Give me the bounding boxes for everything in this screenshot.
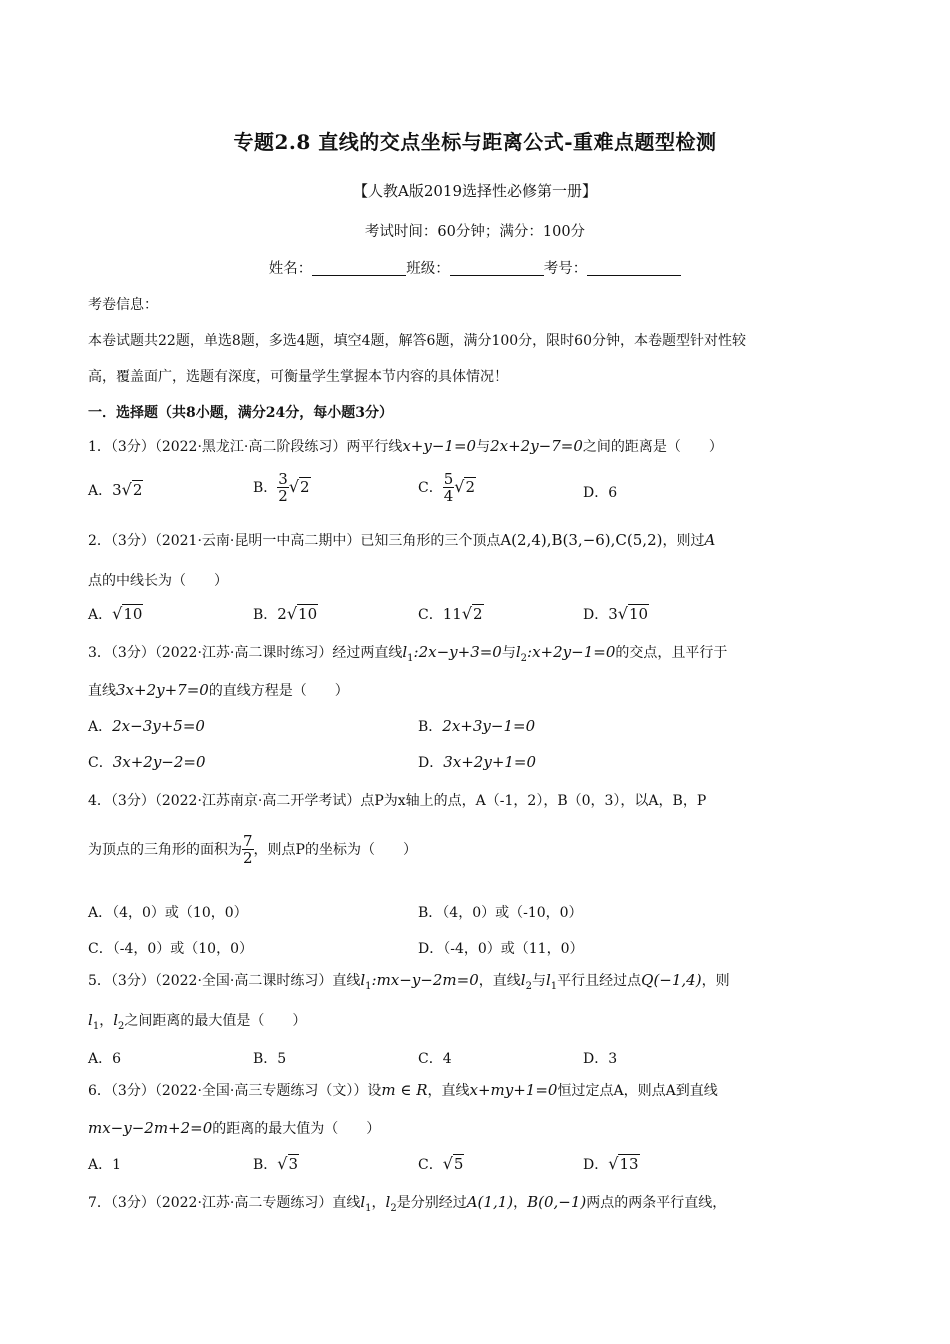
question-6-stem-line-2: mx−y−2m+2=0的距离的最大值为（ ） [88,1119,381,1137]
question-5-stem-line-2: $l_1$，$l_2$之间距离的最大值是（ ） [88,1011,307,1032]
question-6-stem: 6．（3分）（2022·全国·高三专题练习（文））设m ∈ R，直线x+my+1=0恒过定点A，则点A到直线 [88,1081,718,1099]
question-3-stem-line-2: 直线3x+2y+7=0的直线方程是（ ） [88,681,349,699]
q3-option-c[interactable]: C．3x+2y−2=0 [88,753,206,771]
q4-option-d[interactable]: D．（-4，0）或（11，0） [418,941,584,957]
q1-option-a[interactable]: A．3√2 [88,480,143,499]
student-info-row [0,257,950,278]
q5-option-b[interactable]: B．5 [253,1051,287,1067]
info-line-1: 本卷试题共22题，单选8题，多选4题，填空4题，解答6题，满分100分，限时60分钟，本卷题型针对性较 [88,333,746,349]
q2-option-c[interactable]: C．11√2 [418,604,483,623]
q4-option-a[interactable]: A．（4，0）或（10，0） [88,905,248,921]
id-label: 考号： [543,261,588,277]
class-label: 班级： [406,261,450,277]
q1-option-b[interactable]: B． $\frac{3}{2}$ √2 [253,470,310,505]
q5-option-d[interactable]: D．3 [583,1051,618,1067]
page-subtitle: 【人教A版2019选择性必修第一册】 [352,182,597,200]
info-line-2: 高，覆盖面广，选题有深度，可衡量学生掌握本节内容的具体情况！ [88,369,508,385]
q1-option-c[interactable]: C． $\frac{5}{4}$ √2 [418,470,476,505]
q2-option-b[interactable]: B．2√10 [253,604,318,623]
section-title: 一．选择题（共8小题，满分24分，每小题3分） [88,405,393,421]
question-4-stem-line-2: 为顶点的三角形的面积为 $\frac{7}{2}$ ，则点P的坐标为（ ） [88,832,417,867]
q6-option-c[interactable]: C．√5 [418,1154,464,1173]
id-blank[interactable] [587,261,681,276]
info-label: 考卷信息： [88,297,158,313]
exam-info: 考试时间：60分钟；满分：100分 [364,224,586,240]
question-3-stem: 3．（3分）（2022·江苏·高二课时练习）经过两直线$l_1:2x-y+3=0$与$l_2:x+2y-1=0$的交点，且平行于 [88,643,728,664]
name-blank[interactable] [312,261,406,276]
q6-option-a[interactable]: A．1 [88,1157,122,1173]
q5-option-c[interactable]: C．4 [418,1051,452,1067]
name-label: 姓名： [268,261,313,277]
q2-option-a[interactable]: A．√10 [88,604,143,623]
q3-option-b[interactable]: B．2x+3y−1=0 [418,717,536,735]
q6-option-d[interactable]: D．√13 [583,1154,639,1173]
question-2-stem-line-2: 点的中线长为（ ） [88,573,228,589]
question-7-stem: 7．（3分）（2022·江苏·高二专题练习）直线$l_1$，$l_2$是分别经过A(1,1)，B(0,−1)两点的两条平行直线， [88,1193,727,1214]
q3-option-d[interactable]: D．3x+2y+1=0 [418,753,537,771]
q4-option-c[interactable]: C．（-4，0）或（10，0） [88,941,253,957]
q1-option-d[interactable]: D．6 [583,485,618,501]
question-2-stem: 2．（3分）（2021·云南·昆明一中高二期中）已知三角形的三个顶点A(2,4),B(3,−6),C(5,2)，则过A [88,531,716,549]
q3-option-a[interactable]: A．2x−3y+5=0 [88,717,205,735]
q5-option-a[interactable]: A．6 [88,1051,122,1067]
question-1-stem: 1．（3分）（2022·黑龙江·高二阶段练习）两平行线x+y−1=0与2x+2y−7=0之间的距离是（ ） [88,437,723,455]
q6-option-b[interactable]: B．√3 [253,1154,299,1173]
question-5-stem: 5．（3分）（2022·全国·高二课时练习）直线$l_1:mx-y-2m=0$，直线$l_2$与$l_1$平行且经过点Q(−1,4)，则 [88,971,730,992]
question-4-stem: 4．（3分）（2022·江苏南京·高二开学考试）点P为x轴上的点，A（-1，2），B（0，3），以A，B，P [88,793,707,809]
class-blank[interactable] [450,261,544,276]
page-title: 专题2.8 直线的交点坐标与距离公式-重难点题型检测 [233,130,717,154]
q2-option-d[interactable]: D．3√10 [583,604,649,623]
q4-option-b[interactable]: B．（4，0）或（-10，0） [418,905,583,921]
